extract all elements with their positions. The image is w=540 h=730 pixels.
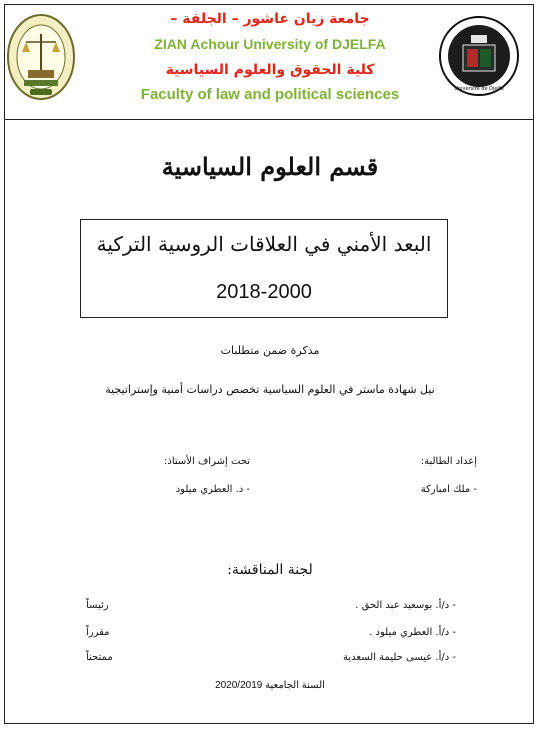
committee-member: - د/أ. عيسى حليمة السعدية	[343, 652, 456, 663]
svg-text:Université de Djelfa: Université de Djelfa	[454, 86, 504, 92]
academic-year: السنة الجامعية 2020/2019	[215, 680, 325, 691]
committee-member: - د/أ. بوسعيد عبد الحق .	[355, 600, 456, 611]
thesis-years: 2018-2000	[216, 281, 312, 303]
committee-title: لجنة المناقشة:	[227, 562, 313, 578]
header-divider	[5, 119, 534, 120]
committee-role: ممتحناً	[86, 652, 113, 663]
memo-line: مذكرة ضمن متطلبات	[220, 344, 320, 357]
department-title: قسم العلوم السياسية	[161, 152, 379, 181]
page-border	[4, 4, 534, 724]
faculty-name-arabic: كلية الحقوق والعلوم السياسية	[165, 62, 375, 78]
thesis-title: البعد الأمني في العلاقات الروسية التركية	[96, 232, 432, 256]
student-name: - ملك امباركة	[420, 484, 477, 495]
faculty-name-english: Faculty of law and political sciences	[140, 86, 400, 103]
university-emblem-icon	[438, 15, 520, 97]
supervisor-name: - د. العطري ميلود	[175, 484, 250, 495]
committee-member: - د/أ. العطري ميلود .	[369, 627, 456, 638]
supervision-label: تحت إشراف الأستاذ:	[164, 456, 250, 467]
prepared-by-label: إعداد الطالبة:	[420, 456, 477, 467]
degree-line: نيل شهادة ماستر في العلوم السياسية تخصص دراسات أمنية وإستراتيجية	[105, 383, 435, 396]
committee-role: مقرراً	[86, 627, 110, 638]
university-name-arabic: جامعة زيان عاشور – الجلفة –	[170, 11, 370, 27]
committee-role: رئيساً	[86, 600, 109, 611]
university-name-english: ZIAN Achour University of DJELFA	[154, 36, 386, 52]
